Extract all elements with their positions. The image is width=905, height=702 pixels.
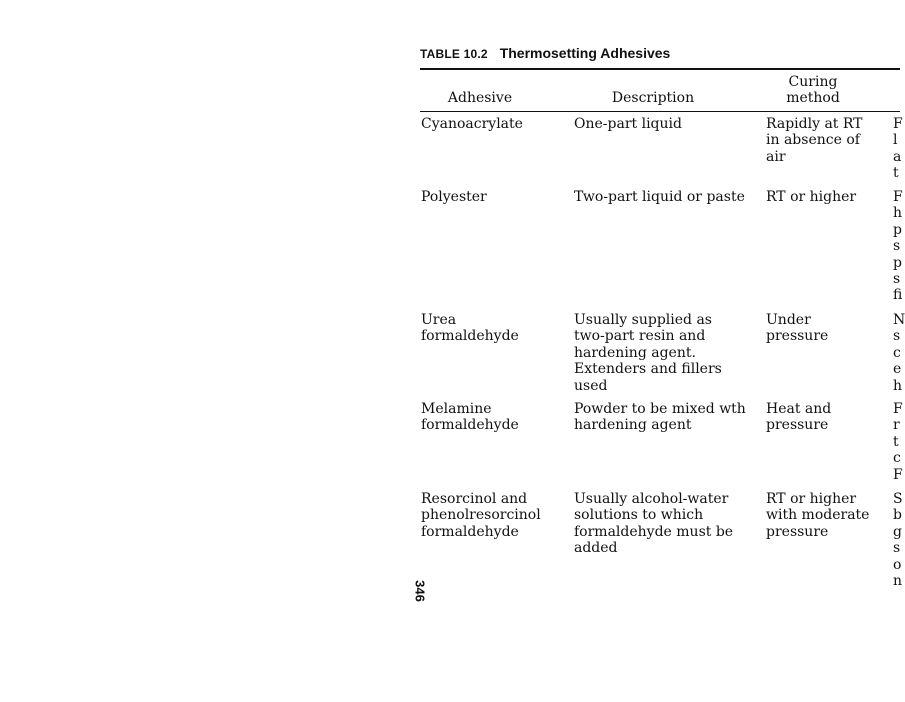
header-description: Description	[611, 90, 695, 106]
cell-curing: Rapidly at RT in absence of air	[766, 116, 863, 165]
cell-adhesive: Melamine formaldehyde	[421, 401, 519, 434]
cell-description: Usually supplied as two-part resin and hardening agent. Extenders and fillers used	[574, 312, 722, 394]
table-title: Thermosetting Adhesives	[499, 45, 671, 61]
table-top-rule	[420, 68, 900, 70]
cell-adhesive: Polyester	[421, 189, 487, 205]
cell-adhesive: Resorcinol and phenolresorcinol formaldehyde	[421, 491, 541, 540]
cell-adhesive: Cyanoacrylate	[421, 116, 523, 132]
table-header-rule	[420, 111, 900, 112]
cell-curing: Heat and pressure	[766, 401, 832, 434]
cell-description: Usually alcohol-water solutions to which formaldehyde must be added	[574, 491, 734, 557]
cell-cut-off: F l a t	[893, 116, 903, 182]
cell-cut-off: S b g s o n	[893, 491, 903, 590]
cell-cut-off: N s c e h	[893, 312, 905, 394]
cell-description: Two-part liquid or paste	[574, 189, 745, 205]
page-number: 346	[412, 580, 428, 602]
cell-curing: Under pressure	[766, 312, 829, 345]
table-caption	[420, 45, 670, 61]
header-adhesive: Adhesive	[447, 90, 513, 106]
cell-adhesive: Urea formaldehyde	[421, 312, 519, 345]
cell-curing: RT or higher	[766, 189, 857, 205]
cell-description: One-part liquid	[574, 116, 682, 132]
header-curing-method: Curing method	[786, 74, 840, 107]
cell-cut-off: F r t c F	[893, 401, 903, 483]
cell-cut-off: F h p s p s fi	[893, 189, 903, 304]
cell-description: Powder to be mixed wth hardening agent	[574, 401, 746, 434]
cell-curing: RT or higher with moderate pressure	[766, 491, 870, 540]
table-number: TABLE 10.2	[420, 47, 488, 61]
